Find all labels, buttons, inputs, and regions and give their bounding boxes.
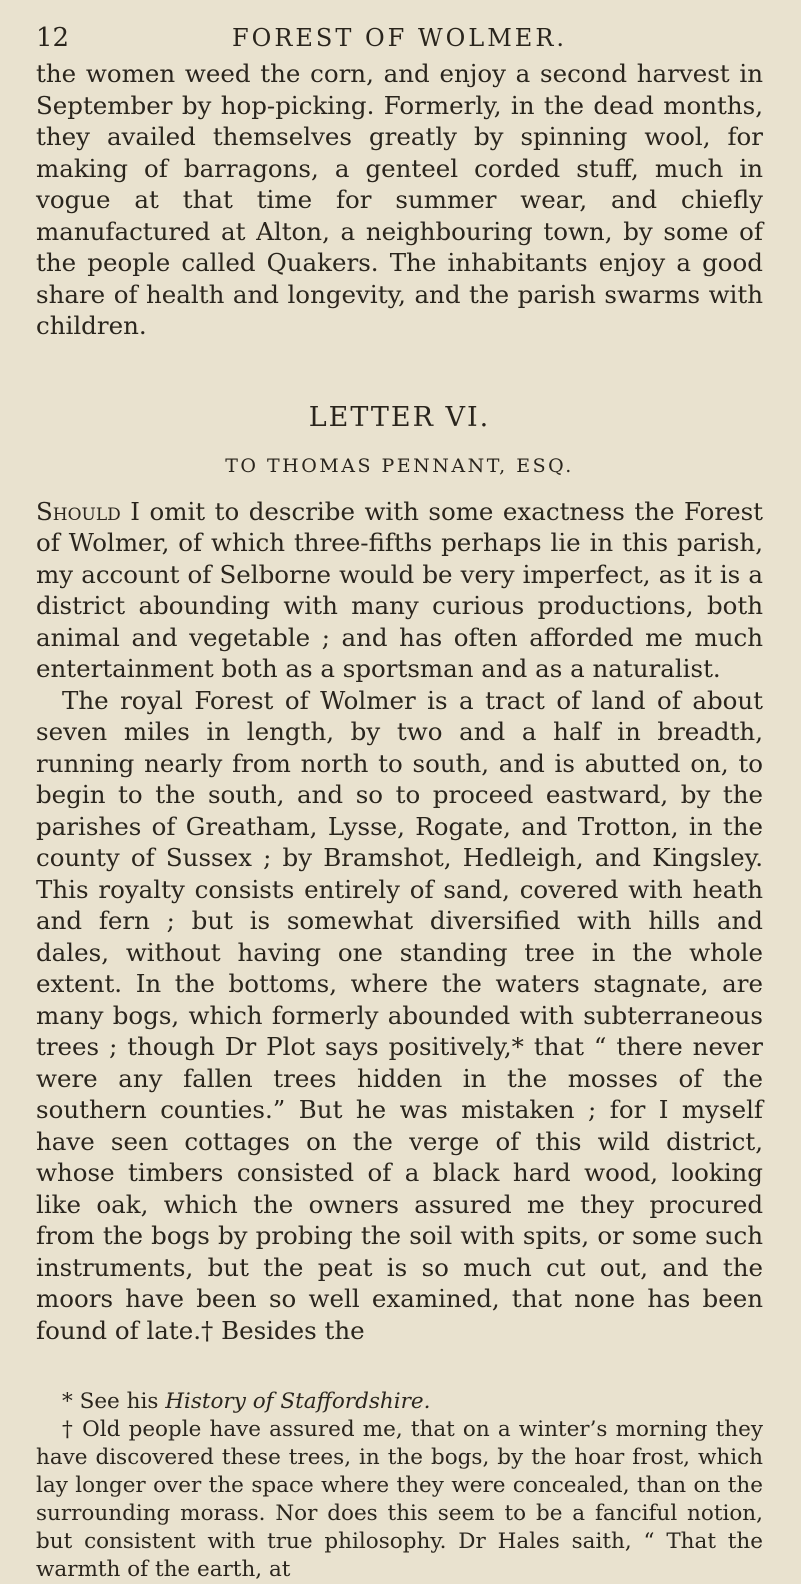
letter-paragraph-1 [36,496,763,685]
running-title: FOREST OF WOLMER. [231,24,568,52]
footnotes [36,1388,763,1584]
running-head [36,18,763,58]
footnote-1-prefix: * See his [62,1389,166,1414]
letter-paragraph-2: The royal Forest of Wolmer is a tract of land of about seven miles in length, by two and a half in breadth, running nearly from north to south, and is abutted on, to begin to the south, and so to proceed eastward, by the parishes of Greatham, Lysse, Rogate, and Trotton, in the county of Sussex ; by Bramshot, Hedleigh, and Kingsley. This royalty consists entirely of sand, covered with heath and fern ; but is somewhat diversified with hills and dales, without having one standing tree in the whole extent. In the bottoms, where the waters stagnate, are many bogs, which formerly abounded with subterraneous trees ; though Dr Plot says positively,* that “ there never were any fallen trees hidden in the mosses of the southern counties.” But he was mistaken ; for I myself have seen cottages on the verge of this wild district, whose timbers consisted of a black hard wood, looking like oak, which the owners assured me they procured from the bogs by probing the soil with spits, or some such instruments, but the peat is so much cut out, and the moors have been so well examined, that none has been found of late.† Besides the [36,685,763,1345]
letter-addressee: TO THOMAS PENNANT, ESQ. [225,454,574,477]
paragraph-1-text: I omit to describe with some exactness the Forest of Wolmer, of which three-fifths perhaps lie in this parish, my account of Selborne would be very imperfect, as it is a district abounding with many curious productions, both animal and vegetable ; and has often afforded me much entertainment both as a sportsman and as a naturalist. [36,496,763,683]
footnote-1-title: History of Staffordshire. [165,1389,431,1414]
footnote-2: † Old people have assured me, that on a winter’s morning they have discovered these trees, in the bogs, by the hoar frost, which lay longer over the space where they were concealed, than on the surrounding morass. Nor does this seem to be a fanciful notion, but consistent with true philosophy. Dr Hales saith, “ That the warmth of the earth, at [36,1417,763,1582]
opening-paragraph: the women weed the corn, and enjoy a second harvest in September by hop-picking. Formerly, in the dead months, they availed themselves greatly by spinning wool, for making of barragons, a genteel corded stuff, much in vogue at that time for summer wear, and chiefly manufactured at Alton, a neighbouring town, by some of the people called Quakers. The inhabitants enjoy a good share of health and longevity, and the parish swarms with children. [36,59,763,340]
page-number: 12 [36,23,70,53]
footnote-1 [36,1388,763,1416]
lead-word: Should [36,496,121,526]
letter-heading: LETTER VI. [308,401,491,433]
